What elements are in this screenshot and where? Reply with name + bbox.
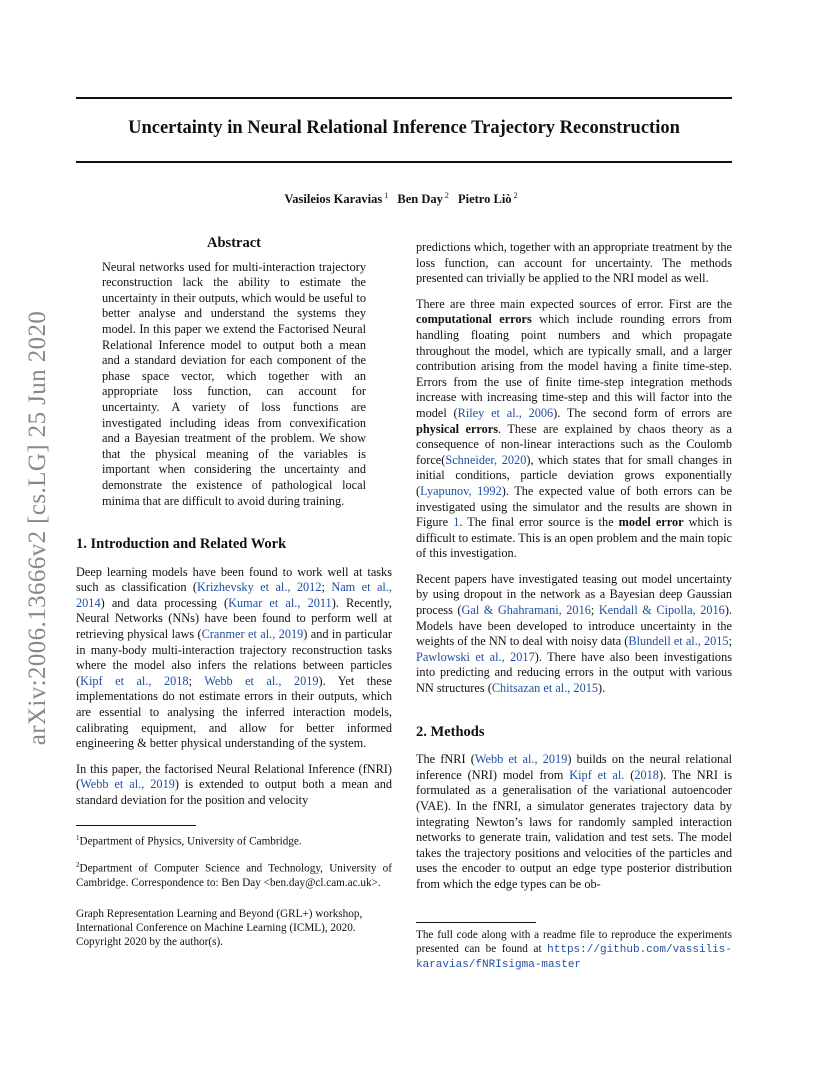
citation-link[interactable]: Pawlowski et al., 2017 (416, 649, 535, 664)
text-run: The full code along with a readme file to reproduce the experiments presented can be found at (416, 929, 732, 955)
bold-term: computational errors (416, 312, 532, 327)
section-heading-methods: 2. Methods (416, 723, 485, 740)
author-name: Ben Day (397, 192, 443, 207)
paper-title: Uncertainty in Neural Relational Inference Trajectory Reconstruction (128, 118, 680, 138)
arxiv-identifier-text: arXiv:2006.13666v2 [cs.LG] 25 Jun 2020 (24, 310, 51, 746)
right-paragraph-0: predictions which, together with an appropriate treatment by the loss function, can account for uncertainty. The methods presented can trivially be applied to the NRI model as well. (416, 240, 732, 286)
text-run: ) is extended to output both a mean and standard deviation for the position and velocity (76, 777, 392, 807)
github-link[interactable]: https://github.com/vassilis-karavias/fNRIsigma-master (416, 943, 732, 971)
right-paragraph-2 (416, 572, 732, 697)
footnote-mark: 1 (76, 833, 80, 842)
citation-link[interactable]: Kipf et al., 2018 (80, 673, 189, 688)
citation-link[interactable]: Krizhevsky et al., 2012 (197, 580, 322, 595)
footnote-rule (416, 922, 536, 923)
right-paragraph-1 (416, 297, 732, 562)
citation-link[interactable]: 2018 (634, 767, 659, 782)
author-affiliation-mark: 1 (384, 191, 389, 200)
text-run: ). Yet these implementations do not estimate errors in their outputs, which are essential to analysing the inferred interaction models, calibrating equipment, and allow for better informed engineering & better physical understanding of the system. (76, 673, 392, 751)
text-run: ) builds on the neural relational inference (NRI) model from (416, 752, 732, 782)
author-name: Pietro Liò (457, 192, 512, 207)
text-run: ). There have also been investigations into predicting and reducing errors in the output with various NN structures ( (416, 649, 732, 696)
citation-link[interactable]: Webb et al., 2019 (80, 777, 175, 792)
text-run: Recent papers have investigated teasing out model uncertainty by using dropout in the network as a Bayesian deep Gaussian process ( (416, 571, 732, 618)
methods-paragraph-1 (416, 752, 732, 892)
citation-link[interactable]: Cranmer et al., 2019 (201, 627, 304, 642)
figure-link[interactable]: 1 (453, 515, 460, 530)
text-run: ; (728, 634, 732, 649)
workshop-note: Graph Representation Learning and Beyond (GRL+) workshop, International Conference on Machine Learning (ICML), 2020. Copyright 2020 by the author(s). (76, 908, 363, 949)
text-run: ). The NRI is formulated as a generalisation of the variational autoencoder (VAE). In the fNRI, a simulator generates trajectory data by integrating Newton’s laws for randomly sampled interaction networks to generate train, validation and test sets. The model takes the trajectory positions and velocities of the particles and uses the encoder to output an edge type posterior distribution from which the edge types can be ob- (416, 767, 733, 891)
code-footnote (416, 929, 732, 972)
title-top-rule (76, 97, 732, 99)
text-run: ; (590, 603, 599, 618)
text-run: ) and data processing ( (100, 595, 229, 610)
text-run: ( (624, 767, 635, 782)
citation-link[interactable]: Blundell et al., 2015 (628, 634, 729, 649)
text-run: ). Recently, Neural Networks (NNs) have been found to perform well at retrieving physical laws ( (76, 595, 392, 642)
citation-link[interactable]: Kendall & Cipolla, 2016 (598, 603, 725, 618)
bold-term: physical errors (416, 421, 499, 436)
text-run: In this paper, the factorised Neural Relational Inference (fNRI) ( (76, 761, 392, 792)
citation-link[interactable]: Gal & Ghahramani, 2016 (461, 603, 591, 618)
text-run: There are three main expected sources of error. First are the (416, 296, 732, 311)
text-run: ; (321, 580, 332, 595)
citation-link[interactable]: Webb et al., 2019 (204, 673, 319, 688)
abstract-heading: Abstract (207, 235, 261, 251)
bold-term: model error (618, 515, 684, 530)
footnote-affiliation-2 (76, 859, 392, 890)
footnote-affiliation-1 (76, 832, 392, 850)
citation-link[interactable]: Kipf et al. (569, 767, 625, 782)
intro-paragraph-2 (76, 762, 392, 809)
text-run: ). The expected value of both errors can be investigated using the simulator and the results are shown in Figure (416, 483, 732, 530)
citation-link[interactable]: Schneider, 2020 (445, 452, 527, 467)
footnote-rule (76, 825, 196, 826)
text-run: ; (188, 673, 205, 688)
intro-paragraph-1 (76, 565, 392, 752)
text-run: ). Models have been developed to introduce uncertainty in the weights of the NN to deal with noisy data ( (416, 603, 732, 649)
text-run: ). The second form of errors are (553, 405, 733, 420)
abstract-text: Neural networks used for multi-interaction trajectory reconstruction lack the ability to estimate the uncertainty in their outputs, which would be useful to better analyse and understand the systems they model. In this paper we extend the Factorised Neural Relational Inference model to output both a mean and a standard deviation for each component of the phase space vector, which together with an appropriate loss function, can account for uncertainty. A variety of loss functions are investigated including ideas from convexification and a Bayesian treatment of the problem. We show that the physical meaning of the variables is important when considering the uncertainty and demonstrate the existence of pathological local minima that are difficult to avoid during training. (102, 259, 366, 508)
citation-link[interactable]: Webb et al., 2019 (474, 752, 568, 767)
text-run: The fNRI ( (416, 752, 475, 767)
text-run: which is difficult to estimate. This is an open problem and the main topic of this investigation. (416, 515, 733, 561)
text-run: Department of Physics, University of Cambridge. (79, 835, 302, 848)
author-affiliation-mark: 2 (444, 191, 449, 200)
text-run: Department of Computer Science and Technology, University of Cambridge. Correspondence to: Ben Day <ben.day@cl.cam.ac.uk>. (76, 862, 392, 889)
text-run: ) and in particular in many-body multi-interaction trajectory reconstruction tasks where the model also infers the relations between particles ( (76, 627, 392, 688)
right-footnote (416, 922, 732, 972)
title-bottom-rule (76, 161, 732, 163)
author-name: Vasileios Karavias (284, 192, 383, 207)
footnote-mark: 2 (76, 861, 80, 870)
citation-link[interactable]: Chitsazan et al., 2015 (491, 681, 599, 696)
right-column (416, 240, 732, 903)
author-list (76, 191, 732, 207)
citation-link[interactable]: Nam et al., 2014 (76, 580, 392, 610)
section-heading-introduction: 1. Introduction and Related Work (76, 536, 287, 553)
text-run: . The final error source is the (459, 515, 619, 530)
left-column (76, 236, 392, 960)
text-run: ), which states that for small changes in initial conditions, particle deviation grows exponentially ( (416, 452, 733, 498)
citation-link[interactable]: Riley et al., 2006 (457, 405, 554, 420)
text-run: ). (598, 681, 606, 696)
author-affiliation-mark: 2 (513, 191, 518, 200)
text-run: . These are explained by chaos theory as a consequence of non-linear interactions such as the Coulomb force( (416, 421, 733, 467)
citation-link[interactable]: Kumar et al., 2011 (228, 595, 332, 610)
text-run: which include rounding errors from handling floating point numbers and which propagate throughout the model, which are typically small, and a larger contribution arising from the model having a finite time-step. Errors from the use of finite time-step integration methods increase with increasing time-step and this will factor into the model ( (416, 312, 732, 420)
text-run: Deep learning models have been found to work well at tasks such as classification ( (76, 564, 392, 595)
citation-link[interactable]: Lyapunov, 1992 (420, 483, 502, 498)
